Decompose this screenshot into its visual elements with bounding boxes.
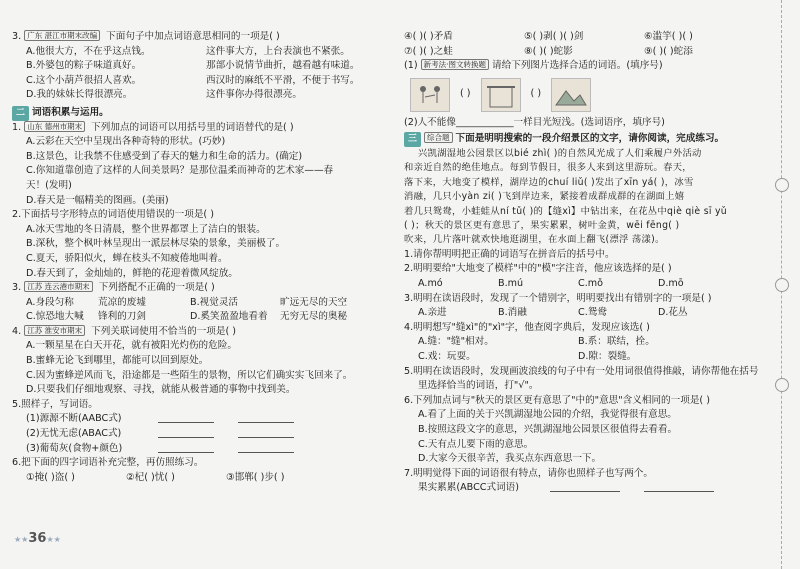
right-column	[404, 0, 764, 496]
section-number-icon: 二	[12, 106, 29, 121]
gate-icon	[482, 79, 520, 111]
binding-hole-icon	[775, 278, 789, 292]
question-line: 4.明明想写"缝xì"的"xì"字，他查阅字典后，发现应该选( )	[404, 321, 650, 333]
option-line: B.深秋，整个枫叶林呈现出一派层林尽染的景象，美丽极了。	[26, 238, 286, 250]
option-row: B.外婆包的粽子味道真好。 那部小说情节曲折，越看越有味道。	[26, 60, 360, 72]
option-row: A.缝："缝"相对。 B.系：联结，拴。	[418, 336, 655, 348]
story-picture-3	[551, 78, 591, 112]
answer-blank[interactable]	[550, 481, 620, 492]
option-line: B.蜜蜂无论飞到哪里，都能可以回到原处。	[26, 355, 209, 367]
question-line: 5.明明在读语段时，发现画波浪线的句子中有一处用词很值得推敲，请你帮他在括号	[404, 365, 759, 377]
question-line: 7.明明觉得下面的词语很有特点，请你也照样子也写两个。	[404, 467, 653, 479]
question-6-header: 6.把下面的四字词语补充完整，再仿照练习。	[12, 457, 204, 469]
section-heading: 三 综合题 下面是明明搜索的一段介绍景区的文字，请你阅读，完成练习。	[404, 132, 764, 147]
fill-row: (2)无忧无虑(ABAC式)	[12, 427, 392, 442]
option-line: C.夏天，骄阳似火，蝉在枝头不知疲倦地叫着。	[26, 252, 228, 264]
source-tag: 广东 湛江市期末改编	[24, 30, 100, 41]
story-picture-2	[481, 78, 521, 112]
source-tag: 山东 德州市期末	[24, 121, 85, 132]
left-column	[12, 0, 392, 485]
answer-blank[interactable]	[158, 442, 214, 453]
option-line: B.按照这段文字的意思，兴凯湖湿地公园景区很值得去看看。	[418, 423, 678, 435]
reading-passage: 兴凯湖湿地公园景区以bié zhì( )的自然风光成了人们乘履户外活动 和亲近自然的绝佳地点。每到节假日，很多人来到这里游玩。春天， 落下来，大地变了模样，湖岸边的chuí liǔ( )发出了xīn yá( )，冰雪 消融，几只小yàn zi( )飞到岸边来，紧接着成群成群的在湖面上嬉 着几只鸳鸯，小蛙蛙从ní tǔ( )的【缝xì】中钻出来，在花丛中qiè qiè sī yǔ ( )；秋天的景区更有意思了，果实累累，树叶金黄，wēi fēng( ) 吹来，几片落叶就欢快地逛湖里，在水面上翻飞(漂浮 荡漾)。	[404, 147, 727, 246]
question-2-header: 2.下面括号字形特点的词语使用错误的一项是( )	[12, 209, 214, 221]
fill-question-1: (1) 新考法·图文转换题 请给下列图片选择合适的词语。(填序号)	[404, 60, 663, 72]
option-line: D.只要我们仔细地观察、寻找，就能从极普通的事物中找到美。	[26, 384, 296, 396]
option-row: C.戏：玩耍。 D.隙：裂缝。	[418, 350, 637, 362]
option-line: A.云彩在天空中呈现出各种奇特的形状。(巧妙)	[26, 136, 226, 148]
section-number-icon: 三	[404, 132, 421, 147]
option-row: A.他很大方，不在乎这点钱。 这件事大方，上台表演也不紧张。	[26, 45, 350, 57]
answer-blank[interactable]	[158, 427, 214, 438]
option-line: D.春天到了，金灿灿的，鲜艳的花迎着微风绽放。	[26, 267, 238, 279]
option-row: D.我的妹妹长得很漂亮。 这件事你办得很漂亮。	[26, 89, 302, 101]
option-line: C.天有点儿要下雨的意思。	[418, 438, 534, 450]
answer-blank[interactable]	[238, 427, 294, 438]
section-heading: 二 词语积累与运用。	[12, 106, 392, 121]
source-tag: 新考法·图文转换题	[421, 59, 489, 70]
fill-row: ①掩( )盗( ) ②杞( )忧( ) ③邯郸( )步( )	[26, 471, 285, 483]
source-tag: 综合题	[424, 132, 453, 143]
option-line: D.春天是一幅精美的图画。(美丽)	[26, 194, 169, 206]
page-number: ★★36★★	[14, 531, 61, 546]
answer-blank[interactable]	[158, 412, 214, 423]
figures-icon	[411, 79, 449, 111]
fill-row: 果实累累(ABCC式词语)	[404, 481, 764, 496]
option-row: A.身段匀称 荒凉的废墟 B.视觉灵活 旷远无尽的天空	[26, 296, 348, 308]
source-tag: 江苏 连云港市期末	[24, 281, 92, 292]
picture-row	[410, 76, 764, 114]
idiom-row: ⑦( )( )之蛙 ⑧( )( )蛇影 ⑨( )( )蛇添	[404, 45, 693, 57]
question-line: 3.明明在读语段时，发现了一个错别字，明明要找出有错别字的一项是( )	[404, 292, 712, 304]
landscape-icon	[552, 79, 590, 111]
question-line: 里选择恰当的词语，打"√"。	[418, 380, 539, 392]
option-line: A.看了上面的关于兴凯湖湿地公园的介绍，我觉得很有意思。	[418, 409, 677, 421]
answer-paren[interactable]: ( )	[460, 88, 471, 100]
fill-question-2: (2)人不能像____________一样目光短浅。(选词语序，填序号)	[404, 116, 665, 128]
option-line: 天！(发明)	[26, 179, 72, 191]
option-line: B.这景色，让我禁不住感受到了春天的魅力和生命的活力。(确定)	[26, 150, 303, 162]
idiom-row: ④( )( )矛盾 ⑤( )剥( )( )剑 ⑥滥竽( )( )	[404, 31, 693, 42]
answer-blank[interactable]	[238, 412, 294, 423]
option-line: D.大家今天很辛苦，我买点东西意思一下。	[418, 453, 602, 465]
question-3-header: 3. 广东 湛江市期末改编 下面句子中加点词语意思相同的一项是( )	[12, 31, 280, 42]
option-row: A.mó B.mú C.mǒ D.mō	[418, 278, 684, 289]
option-line: A.冰天雪地的冬日清晨，整个世界都罩上了洁白的银装。	[26, 223, 266, 235]
fill-row: (1)源源不断(AABC式)	[12, 412, 392, 427]
option-row: C.这个小葫芦很招人喜欢。 西汉时的麻纸不平滑，不便于书写。	[26, 74, 360, 86]
star-icon: ★★	[46, 535, 61, 544]
question-1-header: 1. 山东 德州市期末 下列加点的词语可以用括号里的词语替代的是( )	[12, 121, 294, 133]
question-line: 1.请你帮明明把正确的词语写在拼音后的括号中。	[404, 248, 615, 260]
question-line: 6.下列加点词与"秋天的景区更有意思了"中的"意思"含义相同的一项是( )	[404, 394, 710, 406]
binding-margin	[772, 0, 792, 569]
question-5-header: 5.照样子，写词语。	[12, 398, 98, 410]
binding-hole-icon	[775, 378, 789, 392]
answer-blank[interactable]	[644, 481, 714, 492]
option-line: C.因为蜜蜂逆风而飞，沿途都是一些陌生的景物，所以它们确实实飞回来了。	[26, 369, 353, 381]
answer-blank[interactable]	[238, 442, 294, 453]
binding-hole-icon	[775, 178, 789, 192]
question-line: 2.明明要给"大地变了模样"中的"模"字注音，他应该选择的是( )	[404, 263, 672, 275]
question-3b-header: 3. 江苏 连云港市期末 下列搭配不正确的一项是( )	[12, 282, 215, 294]
option-row: C.惊恐地大喊 锋利的刀剑 D.奚笑盈盈地看着 无穷无尽的奥秘	[26, 311, 348, 323]
option-line: A.一颗星星在白天开花，就有被阳光灼伤的危险。	[26, 340, 237, 352]
option-row: A.亲进 B.消融 C.鸳鸯 D.花丛	[418, 307, 688, 319]
answer-paren[interactable]: ( )	[530, 88, 542, 100]
fill-row: (3)葡萄灰(食物+颜色)	[12, 442, 392, 457]
star-icon: ★★	[14, 535, 29, 544]
question-4-header: 4. 江苏 淮安市期末 下列关联词使用不恰当的一项是( )	[12, 325, 237, 337]
option-line: C.你知道靠创造了这样的人间美景吗？是那位温柔而神奇的艺术家——春	[26, 165, 334, 177]
story-picture-1	[410, 78, 450, 112]
source-tag: 江苏 淮安市期末	[24, 325, 85, 336]
